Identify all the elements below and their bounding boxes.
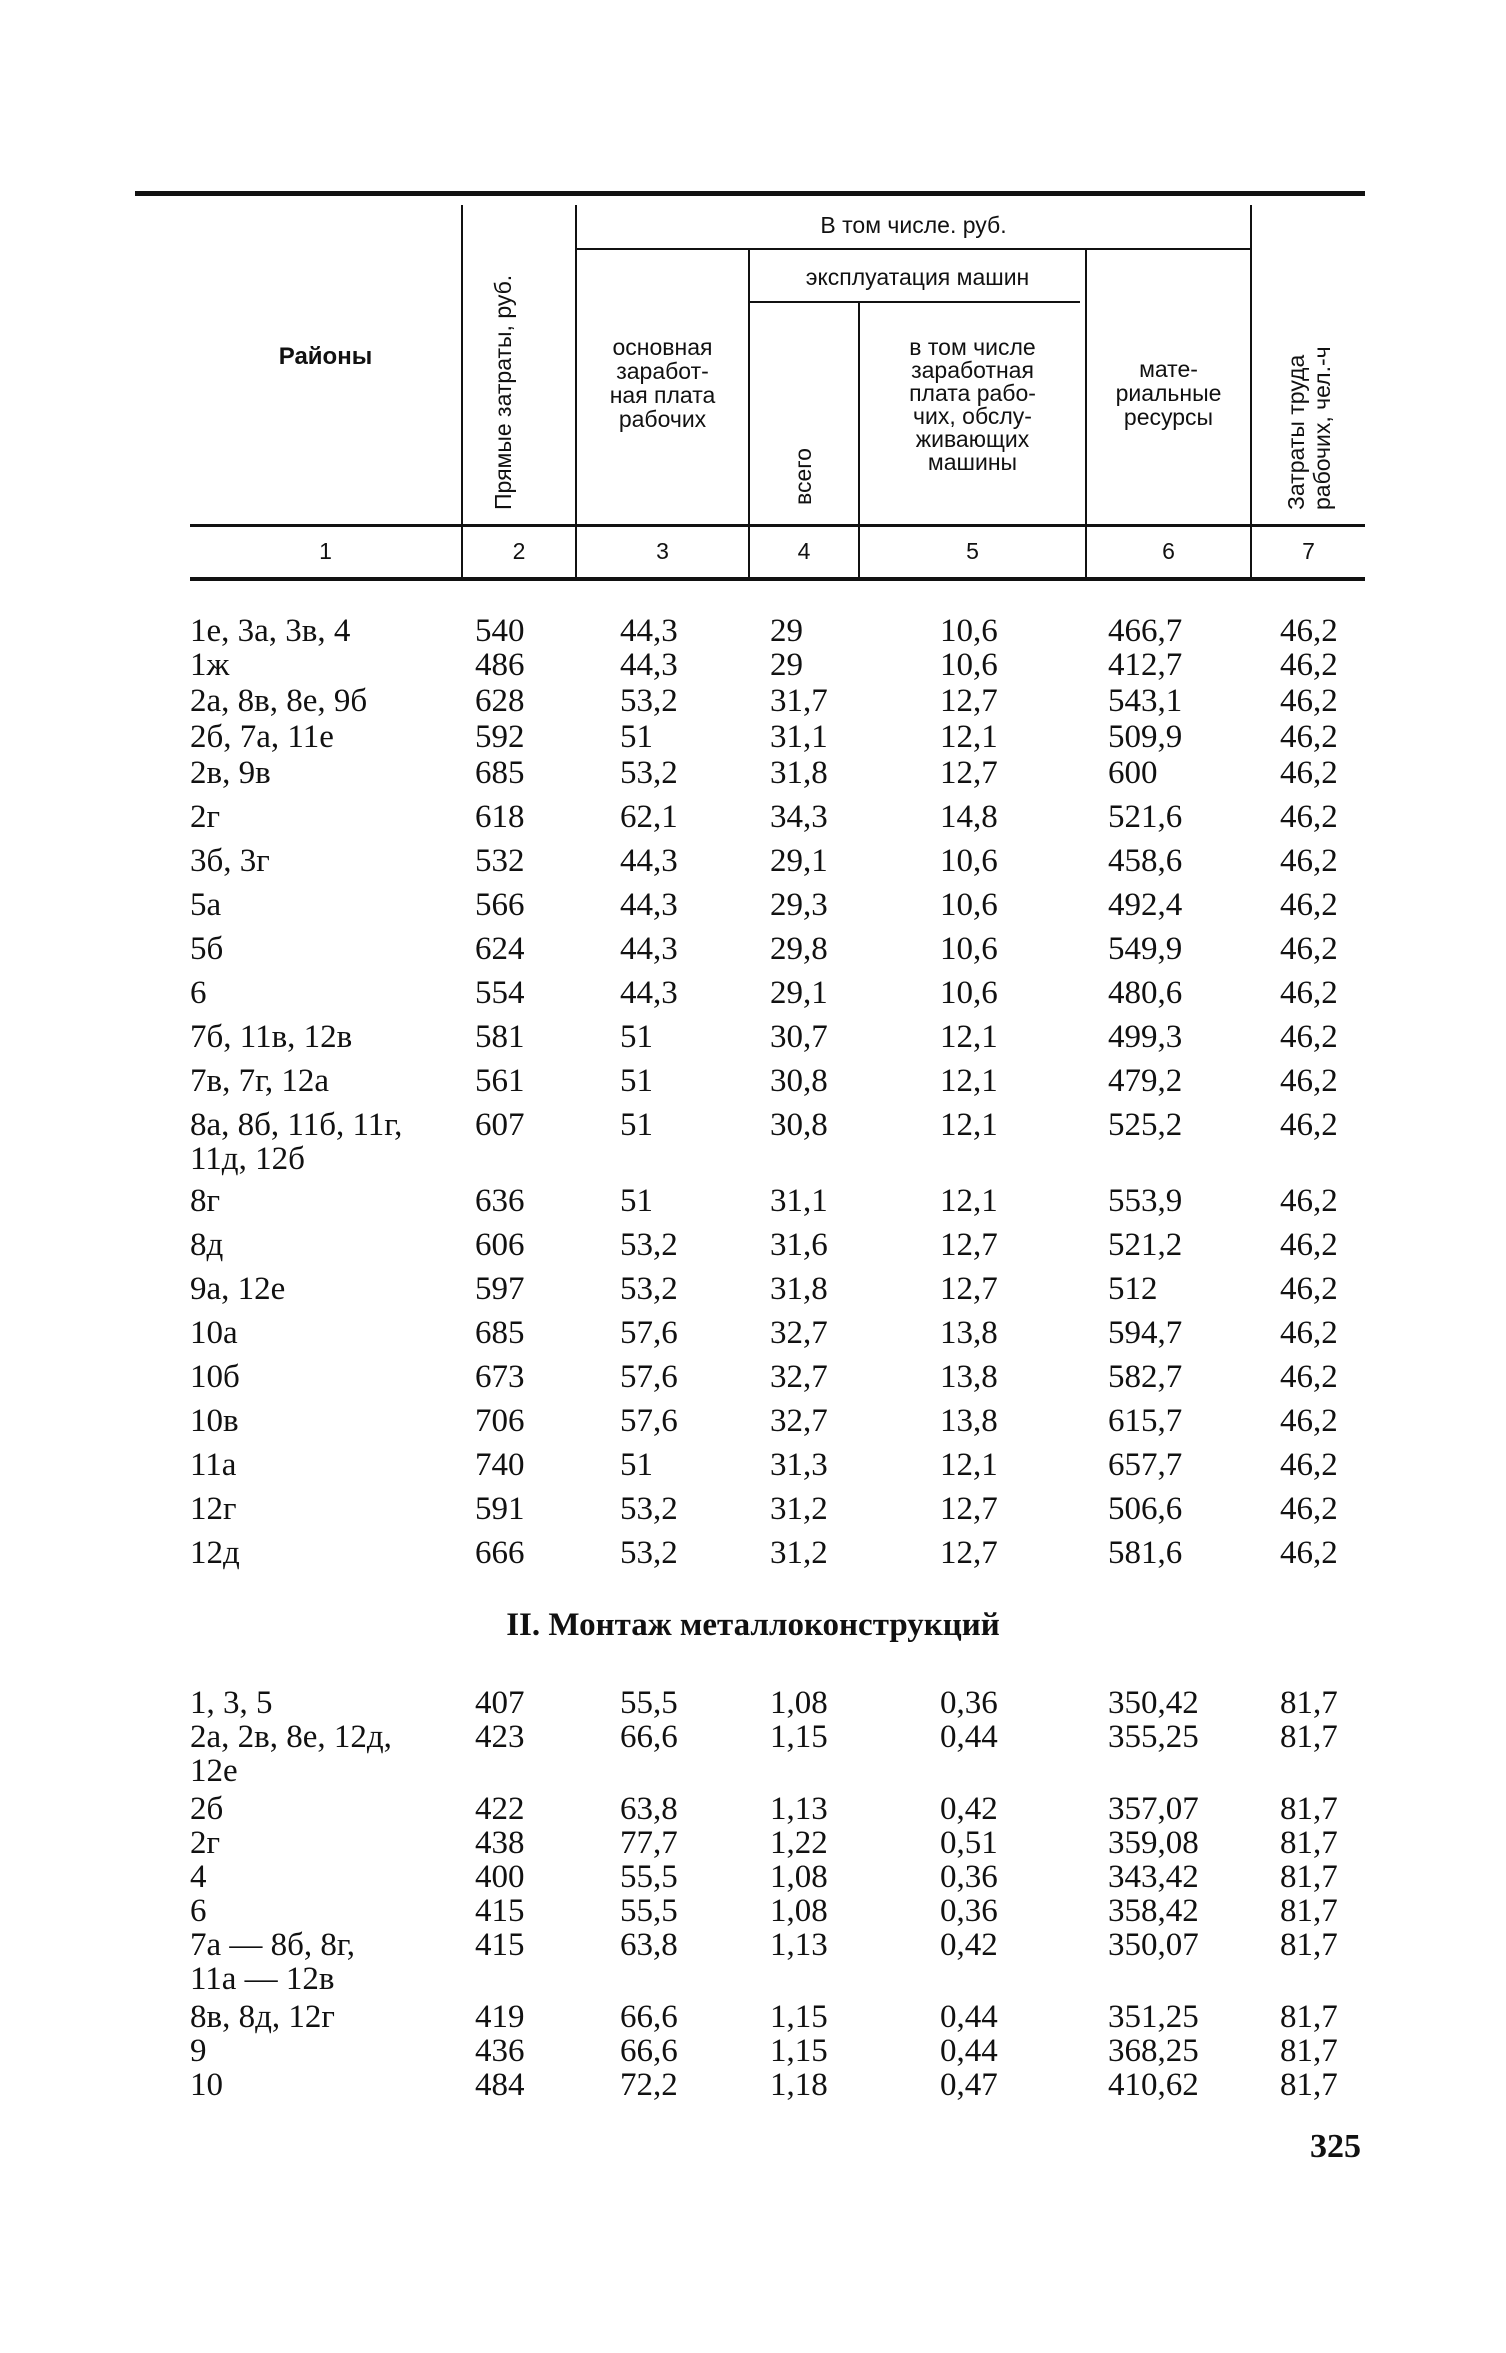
value-cell: 51	[620, 1447, 653, 1483]
col-sep-6	[1250, 205, 1252, 577]
value-cell: 81,7	[1280, 1893, 1338, 1929]
header-machine-wages-line: машины	[927, 449, 1018, 475]
value-cell: 591	[475, 1491, 525, 1527]
col-number: 1	[319, 538, 332, 564]
value-cell: 484	[475, 2067, 525, 2103]
value-cell: 51	[620, 719, 653, 755]
value-cell: 673	[475, 1359, 525, 1395]
value-cell: 358,42	[1108, 1893, 1199, 1929]
header-materials-line: риальные	[1115, 380, 1222, 406]
value-cell: 29,3	[770, 887, 828, 923]
value-cell: 63,8	[620, 1791, 678, 1827]
region-cell: 1ж	[190, 647, 230, 683]
value-cell: 479,2	[1108, 1063, 1183, 1099]
numbers-bottom-rule	[190, 577, 1365, 581]
value-cell: 81,7	[1280, 1719, 1338, 1755]
region-cell: 8г	[190, 1183, 221, 1219]
col-number: 5	[966, 538, 979, 564]
value-cell: 57,6	[620, 1315, 678, 1351]
value-cell: 44,3	[620, 975, 678, 1011]
value-cell: 30,8	[770, 1063, 828, 1099]
value-cell: 81,7	[1280, 2033, 1338, 2069]
value-cell: 0,42	[940, 1791, 998, 1827]
value-cell: 55,5	[620, 1685, 678, 1721]
region-cell: 2б	[190, 1791, 224, 1827]
value-cell: 1,13	[770, 1791, 828, 1827]
region-cell: 4	[190, 1859, 207, 1895]
value-cell: 1,08	[770, 1893, 828, 1929]
header-bottom-rule	[190, 524, 1365, 527]
value-cell: 57,6	[620, 1359, 678, 1395]
value-cell: 66,6	[620, 1719, 678, 1755]
region-cell: 7а — 8б, 8г,	[190, 1927, 355, 1963]
header-group-machines: эксплуатация машин	[805, 264, 1030, 290]
value-cell: 492,4	[1108, 887, 1183, 923]
value-cell: 415	[475, 1927, 525, 1963]
value-cell: 46,2	[1280, 1107, 1338, 1143]
value-cell: 10,6	[940, 647, 998, 683]
value-cell: 357,07	[1108, 1791, 1199, 1827]
value-cell: 46,2	[1280, 1227, 1338, 1263]
value-cell: 32,7	[770, 1403, 828, 1439]
region-cell: 5б	[190, 931, 224, 967]
value-cell: 81,7	[1280, 2067, 1338, 2103]
value-cell: 685	[475, 755, 525, 791]
value-cell: 12,1	[940, 719, 998, 755]
value-cell: 410,62	[1108, 2067, 1199, 2103]
value-cell: 29	[770, 613, 803, 649]
value-cell: 53,2	[620, 683, 678, 719]
value-cell: 624	[475, 931, 525, 967]
value-cell: 615,7	[1108, 1403, 1183, 1439]
value-cell: 12,7	[940, 755, 998, 791]
value-cell: 31,7	[770, 683, 828, 719]
value-cell: 46,2	[1280, 1403, 1338, 1439]
value-cell: 53,2	[620, 1227, 678, 1263]
value-cell: 1,15	[770, 1719, 828, 1755]
value-cell: 46,2	[1280, 683, 1338, 719]
value-cell: 525,2	[1108, 1107, 1183, 1143]
value-cell: 31,1	[770, 719, 828, 755]
region-cell: 8в, 8д, 12г	[190, 1999, 335, 2035]
value-cell: 12,7	[940, 1227, 998, 1263]
value-cell: 55,5	[620, 1859, 678, 1895]
value-cell: 581	[475, 1019, 525, 1055]
header-machine-wages-line: чих, обслу-	[913, 403, 1032, 429]
value-cell: 53,2	[620, 1535, 678, 1571]
value-cell: 46,2	[1280, 719, 1338, 755]
value-cell: 29,8	[770, 931, 828, 967]
group-rule-machines	[750, 301, 1080, 303]
col-number: 6	[1162, 538, 1175, 564]
value-cell: 419	[475, 1999, 525, 2035]
region-cell: 2а, 2в, 8е, 12д,	[190, 1719, 392, 1755]
value-cell: 10,6	[940, 931, 998, 967]
region-cell: 12е	[190, 1753, 238, 1789]
value-cell: 566	[475, 887, 525, 923]
value-cell: 51	[620, 1019, 653, 1055]
value-cell: 77,7	[620, 1825, 678, 1861]
header-machine-wages-line: заработная	[911, 357, 1034, 383]
value-cell: 554	[475, 975, 525, 1011]
region-cell: 5а	[190, 887, 222, 923]
value-cell: 14,8	[940, 799, 998, 835]
value-cell: 46,2	[1280, 1019, 1338, 1055]
value-cell: 51	[620, 1063, 653, 1099]
region-cell: 2г	[190, 799, 221, 835]
value-cell: 30,7	[770, 1019, 828, 1055]
value-cell: 607	[475, 1107, 525, 1143]
value-cell: 51	[620, 1107, 653, 1143]
value-cell: 350,07	[1108, 1927, 1199, 1963]
value-cell: 532	[475, 843, 525, 879]
value-cell: 618	[475, 799, 525, 835]
value-cell: 436	[475, 2033, 525, 2069]
value-cell: 343,42	[1108, 1859, 1199, 1895]
value-cell: 46,2	[1280, 887, 1338, 923]
value-cell: 415	[475, 1893, 525, 1929]
value-cell: 51	[620, 1183, 653, 1219]
value-cell: 1,18	[770, 2067, 828, 2103]
region-cell: 2г	[190, 1825, 221, 1861]
header-materials-line: ресурсы	[1123, 404, 1214, 430]
value-cell: 13,8	[940, 1315, 998, 1351]
value-cell: 12,7	[940, 1535, 998, 1571]
value-cell: 29	[770, 647, 803, 683]
value-cell: 486	[475, 647, 525, 683]
value-cell: 666	[475, 1535, 525, 1571]
col-number: 2	[512, 538, 526, 564]
value-cell: 499,3	[1108, 1019, 1183, 1055]
header-group-including: В том числе. руб.	[820, 212, 1007, 238]
region-cell: 10а	[190, 1315, 238, 1351]
value-cell: 0,44	[940, 2033, 998, 2069]
value-cell: 0,44	[940, 1999, 998, 2035]
value-cell: 1,15	[770, 2033, 828, 2069]
value-cell: 63,8	[620, 1927, 678, 1963]
value-cell: 29,1	[770, 975, 828, 1011]
region-cell: 9	[190, 2033, 207, 2069]
region-cell: 8д	[190, 1227, 224, 1263]
value-cell: 53,2	[620, 755, 678, 791]
value-cell: 46,2	[1280, 1315, 1338, 1351]
value-cell: 594,7	[1108, 1315, 1183, 1351]
value-cell: 521,6	[1108, 799, 1183, 835]
value-cell: 29,1	[770, 843, 828, 879]
value-cell: 46,2	[1280, 1491, 1338, 1527]
value-cell: 636	[475, 1183, 525, 1219]
region-cell: 10	[190, 2067, 223, 2103]
value-cell: 458,6	[1108, 843, 1183, 879]
header-labor-line: Затраты труда	[1283, 354, 1309, 510]
value-cell: 0,36	[940, 1859, 998, 1895]
value-cell: 509,9	[1108, 719, 1183, 755]
value-cell: 46,2	[1280, 1271, 1338, 1307]
value-cell: 438	[475, 1825, 525, 1861]
value-cell: 46,2	[1280, 613, 1338, 649]
value-cell: 81,7	[1280, 1927, 1338, 1963]
value-cell: 31,2	[770, 1535, 828, 1571]
value-cell: 44,3	[620, 647, 678, 683]
value-cell: 606	[475, 1227, 525, 1263]
header-labor-line: рабочих, чел.-ч	[1309, 346, 1335, 510]
region-cell: 7б, 11в, 12в	[190, 1019, 353, 1055]
value-cell: 31,8	[770, 755, 828, 791]
value-cell: 10,6	[940, 975, 998, 1011]
value-cell: 72,2	[620, 2067, 678, 2103]
value-cell: 81,7	[1280, 1859, 1338, 1895]
value-cell: 355,25	[1108, 1719, 1199, 1755]
region-cell: 12г	[190, 1491, 237, 1527]
value-cell: 31,6	[770, 1227, 828, 1263]
value-cell: 597	[475, 1271, 525, 1307]
value-cell: 57,6	[620, 1403, 678, 1439]
value-cell: 706	[475, 1403, 525, 1439]
value-cell: 0,42	[940, 1927, 998, 1963]
header-machine-wages-line: в том числе	[909, 334, 1036, 360]
value-cell: 10,6	[940, 887, 998, 923]
region-cell: 1, 3, 5	[190, 1685, 273, 1721]
value-cell: 46,2	[1280, 1447, 1338, 1483]
value-cell: 368,25	[1108, 2033, 1199, 2069]
region-cell: 8а, 8б, 11б, 11г,	[190, 1107, 403, 1143]
value-cell: 12,1	[940, 1183, 998, 1219]
region-cell: 11д, 12б	[190, 1141, 305, 1177]
value-cell: 1,08	[770, 1859, 828, 1895]
region-cell: 9а, 12е	[190, 1271, 286, 1307]
region-cell: 7в, 7г, 12а	[190, 1063, 330, 1099]
value-cell: 12,1	[940, 1107, 998, 1143]
region-cell: 12д	[190, 1535, 240, 1571]
region-cell: 2а, 8в, 8е, 9б	[190, 683, 368, 719]
header-wages-line: рабочих	[618, 406, 707, 432]
value-cell: 466,7	[1108, 613, 1183, 649]
value-cell: 31,8	[770, 1271, 828, 1307]
value-cell: 480,6	[1108, 975, 1183, 1011]
value-cell: 400	[475, 1859, 525, 1895]
value-cell: 10,6	[940, 843, 998, 879]
value-cell: 10,6	[940, 613, 998, 649]
value-cell: 46,2	[1280, 1535, 1338, 1571]
value-cell: 0,36	[940, 1893, 998, 1929]
header-wages-line: заработ-	[616, 358, 709, 384]
value-cell: 561	[475, 1063, 525, 1099]
header-wages-line: ная плата	[609, 382, 716, 408]
header-regions: Районы	[278, 343, 373, 370]
value-cell: 1,15	[770, 1999, 828, 2035]
col-number: 4	[797, 538, 811, 564]
value-cell: 543,1	[1108, 683, 1183, 719]
header-wages-line: основная	[612, 334, 713, 360]
value-cell: 53,2	[620, 1271, 678, 1307]
value-cell: 359,08	[1108, 1825, 1199, 1861]
value-cell: 66,6	[620, 2033, 678, 2069]
region-cell: 6	[190, 975, 207, 1011]
value-cell: 44,3	[620, 843, 678, 879]
value-cell: 81,7	[1280, 1685, 1338, 1721]
value-cell: 62,1	[620, 799, 678, 835]
value-cell: 581,6	[1108, 1535, 1183, 1571]
header-wages	[577, 335, 748, 431]
value-cell: 1,22	[770, 1825, 828, 1861]
region-cell: 2в, 9в	[190, 755, 271, 791]
value-cell: 81,7	[1280, 1791, 1338, 1827]
value-cell: 549,9	[1108, 931, 1183, 967]
region-cell: 3б, 3г	[190, 843, 270, 879]
value-cell: 13,8	[940, 1403, 998, 1439]
value-cell: 32,7	[770, 1359, 828, 1395]
value-cell: 422	[475, 1791, 525, 1827]
value-cell: 81,7	[1280, 1825, 1338, 1861]
value-cell: 30,8	[770, 1107, 828, 1143]
region-cell: 6	[190, 1893, 207, 1929]
header-machines-total: всего	[790, 448, 816, 505]
value-cell: 0,36	[940, 1685, 998, 1721]
value-cell: 423	[475, 1719, 525, 1755]
region-cell: 11а — 12в	[190, 1961, 335, 1997]
value-cell: 46,2	[1280, 647, 1338, 683]
value-cell: 12,1	[940, 1447, 998, 1483]
value-cell: 44,3	[620, 613, 678, 649]
value-cell: 46,2	[1280, 843, 1338, 879]
value-cell: 13,8	[940, 1359, 998, 1395]
col-number: 3	[656, 538, 669, 564]
value-cell: 31,1	[770, 1183, 828, 1219]
value-cell: 66,6	[620, 1999, 678, 2035]
value-cell: 46,2	[1280, 1063, 1338, 1099]
header-labor-costs	[1283, 346, 1335, 510]
value-cell: 46,2	[1280, 1359, 1338, 1395]
section-2-title: II. Монтаж металлоконструкций	[506, 1607, 1000, 1643]
value-cell: 628	[475, 683, 525, 719]
header-direct-costs: Прямые затраты, руб.	[490, 274, 516, 510]
header-materials	[1087, 357, 1250, 429]
value-cell: 44,3	[620, 931, 678, 967]
col-sep-3	[748, 250, 750, 577]
value-cell: 685	[475, 1315, 525, 1351]
value-cell: 592	[475, 719, 525, 755]
col-number: 7	[1302, 538, 1315, 564]
value-cell: 12,7	[940, 1271, 998, 1307]
value-cell: 412,7	[1108, 647, 1183, 683]
value-cell: 34,3	[770, 799, 828, 835]
header-machine-wages-line: живающих	[915, 426, 1030, 452]
value-cell: 407	[475, 1685, 525, 1721]
value-cell: 0,51	[940, 1825, 998, 1861]
value-cell: 12,1	[940, 1019, 998, 1055]
region-cell: 1е, 3а, 3в, 4	[190, 613, 351, 649]
value-cell: 740	[475, 1447, 525, 1483]
value-cell: 81,7	[1280, 1999, 1338, 2035]
region-cell: 11а	[190, 1447, 237, 1483]
value-cell: 12,1	[940, 1063, 998, 1099]
region-cell: 2б, 7а, 11е	[190, 719, 334, 755]
header-machine-wages-line: плата рабо-	[909, 380, 1036, 406]
value-cell: 12,7	[940, 683, 998, 719]
value-cell: 44,3	[620, 887, 678, 923]
value-cell: 1,08	[770, 1685, 828, 1721]
value-cell: 32,7	[770, 1315, 828, 1351]
value-cell: 31,3	[770, 1447, 828, 1483]
value-cell: 55,5	[620, 1893, 678, 1929]
value-cell: 350,42	[1108, 1685, 1199, 1721]
value-cell: 600	[1108, 755, 1158, 791]
value-cell: 46,2	[1280, 799, 1338, 835]
value-cell: 46,2	[1280, 755, 1338, 791]
header-machine-wages	[860, 336, 1085, 474]
value-cell: 0,47	[940, 2067, 998, 2103]
value-cell: 582,7	[1108, 1359, 1183, 1395]
value-cell: 521,2	[1108, 1227, 1183, 1263]
page-number: 325	[1310, 2128, 1361, 2165]
value-cell: 553,9	[1108, 1183, 1183, 1219]
region-cell: 10б	[190, 1359, 240, 1395]
header-materials-line: мате-	[1139, 356, 1198, 382]
value-cell: 657,7	[1108, 1447, 1183, 1483]
value-cell: 512	[1108, 1271, 1158, 1307]
col-sep-1	[461, 205, 463, 577]
value-cell: 351,25	[1108, 1999, 1199, 2035]
top-rule	[135, 191, 1365, 196]
value-cell: 506,6	[1108, 1491, 1183, 1527]
value-cell: 540	[475, 613, 525, 649]
value-cell: 46,2	[1280, 931, 1338, 967]
value-cell: 46,2	[1280, 975, 1338, 1011]
value-cell: 46,2	[1280, 1183, 1338, 1219]
value-cell: 0,44	[940, 1719, 998, 1755]
group-rule-including	[575, 248, 1250, 250]
value-cell: 53,2	[620, 1491, 678, 1527]
value-cell: 31,2	[770, 1491, 828, 1527]
value-cell: 1,13	[770, 1927, 828, 1963]
value-cell: 12,7	[940, 1491, 998, 1527]
region-cell: 10в	[190, 1403, 239, 1439]
